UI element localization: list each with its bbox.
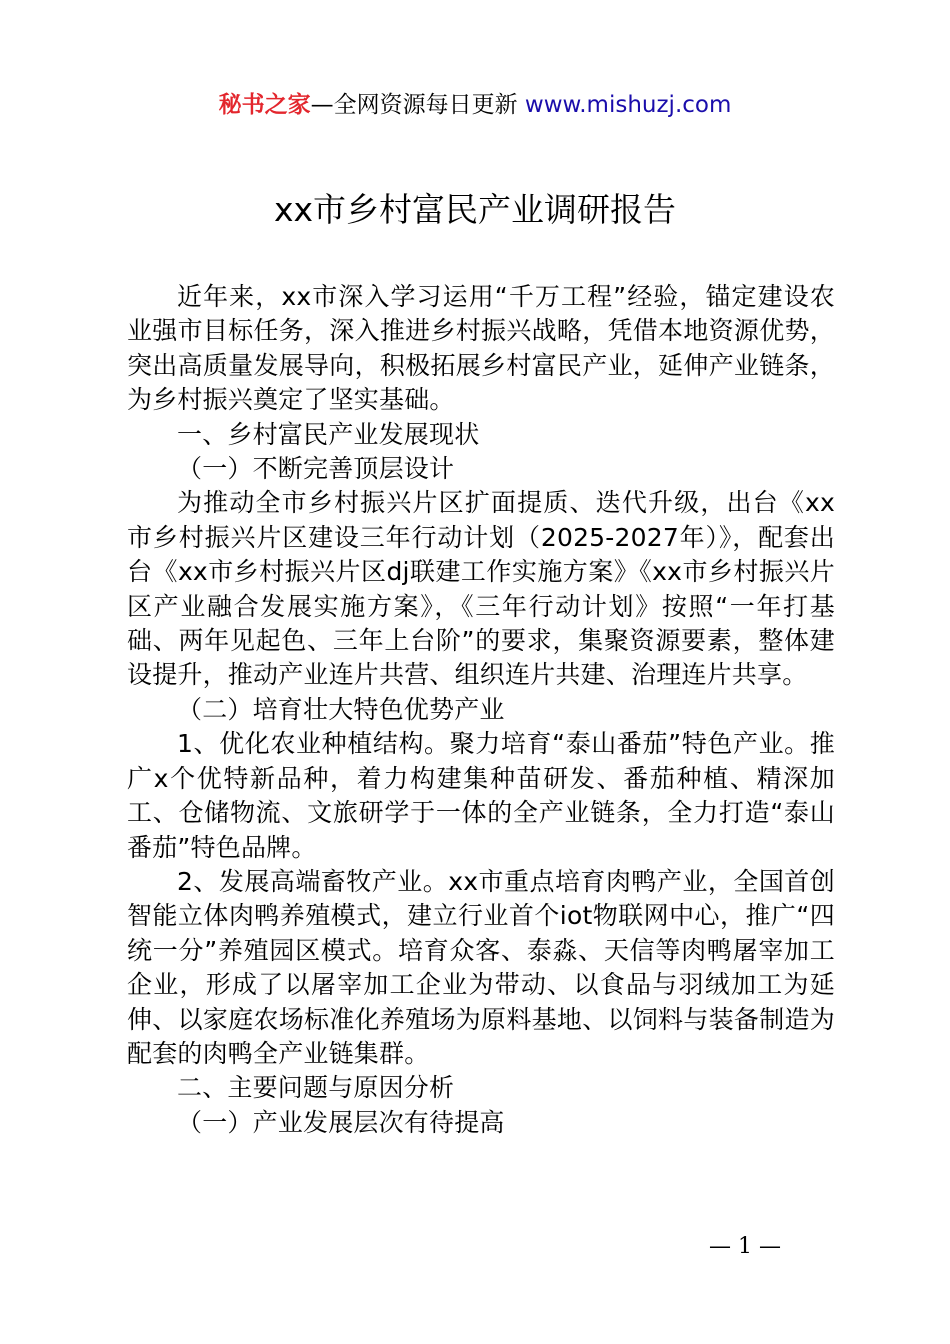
- site-header: [0, 88, 950, 122]
- section-heading-2: 二、主要问题与原因分析: [177, 1073, 455, 1103]
- paragraph-livestock-industry: 2、发展高端畜牧产业。xx市重点培育肉鸭产业，全国首创智能立体肉鸭养殖模式，建立行业首个iot物联网中心，推广“四统一分”养殖园区模式。培育众客、泰淼、天信等肉鸭屠宰加工企业，形成了以屠宰加工企业为带动、以食品与羽绒加工为延伸、以家庭农场标准化养殖场为原料基地、以饲料与装备制造为配套的肉鸭全产业链集群。: [127, 866, 835, 1068]
- paragraph-planting-structure: 1、优化农业种植结构。聚力培育“泰山番茄”特色产业。推广x个优特新品种，着力构建集种苗研发、番茄种植、精深加工、仓储物流、文旅研学于一体的全产业链条，全力打造“泰山番茄”特色品牌。: [127, 729, 835, 862]
- site-url-link[interactable]: www.mishuzj.com: [524, 92, 732, 118]
- intro-paragraph: 近年来，xx市深入学习运用“千万工程”经验，锚定建设农业强市目标任务，深入推进乡村振兴战略，凭借本地资源优势，突出高质量发展导向，积极拓展乡村富民产业，延伸产业链条，为乡村振兴奠定了坚实基础。: [127, 282, 835, 415]
- brand-name: 秘书之家: [218, 92, 311, 118]
- section-heading-1: 一、乡村富民产业发展现状: [177, 419, 480, 449]
- subsection-heading-2-1: （一）产业发展层次有待提高: [177, 1107, 505, 1137]
- subsection-heading-1-1: （一）不断完善顶层设计: [177, 454, 455, 484]
- paragraph-top-level-design: 为推动全市乡村振兴片区扩面提质、迭代升级，出台《xx市乡村振兴片区建设三年行动计划（2025-2027年）》，配套出台《xx市乡村振兴片区dj联建工作实施方案》《xx市乡村振兴片区产业融合发展实施方案》，《三年行动计划》按照“一年打基础、两年见起色、三年上台阶”的要求，集聚资源要素，整体建设提升，推动产业连片共营、组织连片共建、治理连片共享。: [127, 488, 835, 690]
- subsection-heading-1-2: （二）培育壮大特色优势产业: [177, 694, 505, 724]
- document-title: xx市乡村富民产业调研报告: [273, 190, 677, 229]
- page-number: — 1 —: [709, 1234, 781, 1259]
- document-body: [127, 280, 835, 1140]
- header-tagline: —全网资源每日更新: [310, 92, 518, 118]
